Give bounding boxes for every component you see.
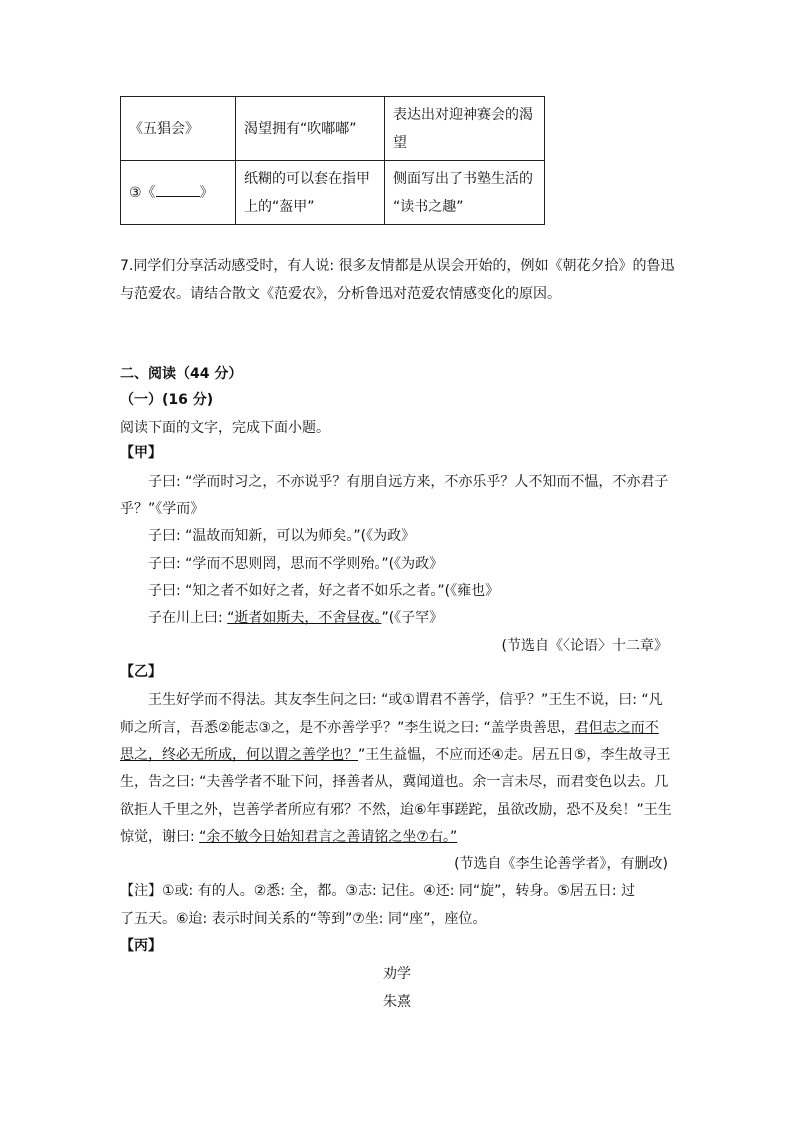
- table-cell: [121, 161, 236, 225]
- underlined-text: “逝者如斯夫，不舍昼夜。: [227, 610, 382, 626]
- table-cell: [385, 161, 545, 225]
- part-title: （一）(16 分): [120, 392, 214, 408]
- table-cell: 《五猖会》: [121, 97, 236, 161]
- passage-label-jia: 【甲】: [120, 445, 162, 461]
- passage-line: [120, 745, 674, 765]
- note-line: 【注】①或: 有的人。②悉: 全，都。③志: 记住。④还: 同“旋”，转身。⑤居五日: 过: [120, 883, 636, 899]
- text-run: 师之所言，吾悉②能志③之，是不亦善学乎？”李生说之曰: “盖学贵善思，: [120, 720, 575, 736]
- passage-line: 子曰: “学而不思则罔，思而不学则殆。”(《为政》: [148, 556, 444, 572]
- source-citation: (节选自《李生论善学者》，有删改): [454, 856, 668, 872]
- fill-blank: [156, 180, 200, 197]
- passage-line: 子曰: “学而时习之，不亦说乎？有朋自远方来，不亦乐乎？人不知而不愠，不亦君子: [148, 474, 669, 490]
- cell-text: 侧面写出了书塾生活的: [393, 170, 533, 187]
- cell-text: ③《: [129, 184, 156, 201]
- passage-line: 乎？”《学而》: [120, 501, 205, 517]
- poem-title: 劝学: [383, 966, 411, 982]
- table-cell: [385, 97, 545, 161]
- question-7-line: 与范爱农。请结合散文《范爱农》，分析鲁迅对范爱农情感变化的原因。: [120, 286, 561, 302]
- passage-label-yi: 【乙】: [120, 664, 162, 680]
- passage-line: 王生好学而不得法。其友李生问之曰: “或①谓君不善学，信乎？”王生不说，曰: “凡: [148, 692, 663, 708]
- underlined-text: 君但志之而不: [574, 720, 659, 736]
- text-run: ”(《子罕》: [381, 610, 444, 626]
- text-run: 惊觉，谢曰:: [120, 829, 200, 845]
- passage-line: 生，告之曰: “夫善学者不耻下问，择善者从，冀闻道也。余一言未尽，而君变色以去。几: [120, 774, 669, 790]
- section-title: 二、阅读（44 分）: [120, 366, 243, 382]
- instruction: 阅读下面的文字，完成下面小题。: [120, 420, 330, 436]
- passage-line: [148, 608, 674, 628]
- underlined-text: 思之，终必无所成，何以谓之善学也？: [120, 747, 358, 763]
- cell-text: 》: [199, 184, 214, 201]
- cell-text: “读书之趣”: [393, 198, 464, 215]
- passage-line: 欲拒人千里之外，岂善学者所应有邪？不然，迨⑥年事蹉跎，虽欲改励，恐不及矣！”王生: [120, 802, 672, 818]
- poem-author: 朱熹: [383, 994, 411, 1010]
- reading-table: [120, 96, 545, 225]
- underlined-text: “余不敏今日始知君言之善请铭之坐⑦右。”: [199, 829, 458, 845]
- text-run: ”王生益愠，不应而还④走。居五日⑤，李生故寻王: [358, 747, 671, 763]
- note-line: 了五天。⑥迨: 表示时间关系的“等到”⑦坐: 同“座”，座位。: [120, 911, 487, 927]
- passage-line: 子曰: “温故而知新，可以为师矣。”(《为政》: [148, 528, 416, 544]
- table-row: [121, 161, 545, 225]
- cell-text: 上的“盔甲”: [244, 198, 315, 215]
- cell-text: 望: [393, 134, 407, 151]
- table-row: [121, 97, 545, 161]
- passage-line: 子曰: “知之者不如好之者，好之者不如乐之者。”(《雍也》: [148, 583, 500, 599]
- passage-label-bing: 【丙】: [120, 938, 162, 954]
- passage-line: [120, 827, 674, 847]
- passage-line: [120, 718, 674, 738]
- cell-text: 表达出对迎神赛会的渴: [393, 106, 533, 123]
- table-cell: 渴望拥有“吹嘟嘟”: [236, 97, 385, 161]
- cell-text: 纸糊的可以套在指甲: [244, 170, 370, 187]
- text-run: 子在川上曰:: [148, 610, 228, 626]
- source-citation: (节选自《〈论语〉十二章》: [501, 638, 668, 654]
- table-cell: [236, 161, 385, 225]
- question-7-line: 7.同学们分享活动感受时，有人说: 很多友情都是从误会开始的，例如《朝花夕拾》的鲁迅: [120, 258, 675, 274]
